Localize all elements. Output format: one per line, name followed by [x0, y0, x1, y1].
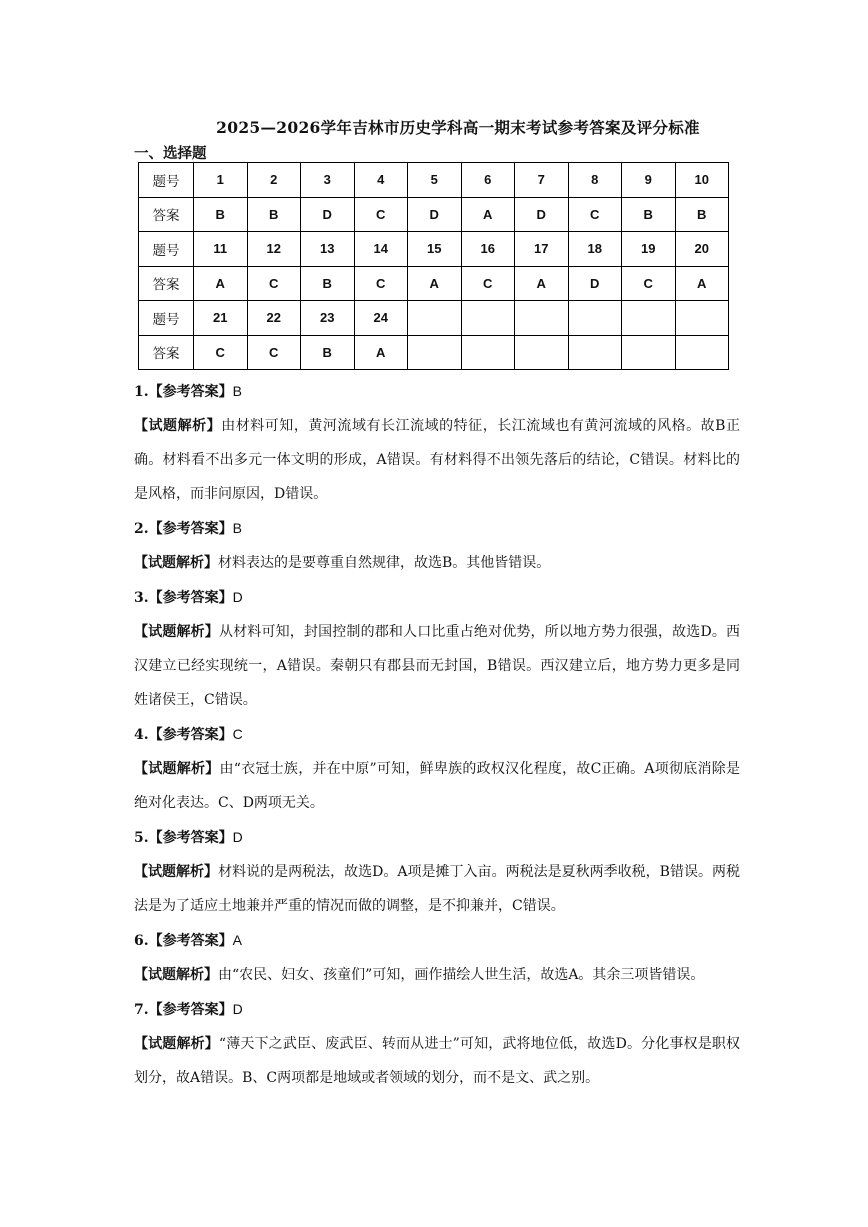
reference-answer [134, 580, 740, 615]
answer-cell: B [675, 197, 729, 232]
row-header-cell: 答案 [139, 197, 194, 232]
analysis-label: 【试题解析】 [134, 967, 218, 983]
question-number-cell [408, 301, 462, 336]
number-row [139, 232, 729, 267]
analysis-paragraph [134, 855, 740, 923]
question-number-cell: 18 [568, 232, 622, 267]
answer-row [139, 266, 729, 301]
answer-cell: D [568, 266, 622, 301]
answer-cell: A [461, 197, 515, 232]
answer-table [138, 162, 729, 370]
reference-answer-value: C [232, 726, 243, 742]
answer-cell: C [247, 335, 301, 370]
question-number-cell [515, 301, 569, 336]
question-number-cell: 23 [301, 301, 355, 336]
question-number-cell: 5 [408, 163, 462, 198]
reference-answer-value: D [232, 829, 243, 845]
analysis-text: 由“农民、妇女、孩童们”可知，画作描绘人世生活，故选A。其余三项皆错误。 [218, 967, 705, 983]
reference-answer-value: B [232, 520, 242, 536]
reference-answer-value: B [232, 383, 242, 399]
answer-row [139, 197, 729, 232]
row-header-cell: 答案 [139, 335, 194, 370]
analysis-body [134, 374, 740, 1095]
reference-answer-value: D [232, 1001, 243, 1017]
analysis-paragraph [134, 409, 740, 511]
answer-cell [408, 335, 462, 370]
answer-cell: A [515, 266, 569, 301]
reference-answer-label: 4.【参考答案】 [134, 727, 233, 743]
answer-cell: A [408, 266, 462, 301]
question-number-cell: 2 [247, 163, 301, 198]
question-number-cell: 9 [622, 163, 676, 198]
answer-cell [568, 335, 622, 370]
question-number-cell: 6 [461, 163, 515, 198]
question-number-cell: 13 [301, 232, 355, 267]
question-number-cell: 21 [194, 301, 248, 336]
question-number-cell: 17 [515, 232, 569, 267]
answer-cell: A [675, 266, 729, 301]
answer-cell: C [354, 266, 408, 301]
answer-cell: C [194, 335, 248, 370]
row-header-cell: 题号 [139, 163, 194, 198]
answer-cell [675, 335, 729, 370]
analysis-label: 【试题解析】 [134, 1036, 219, 1052]
row-header-cell: 答案 [139, 266, 194, 301]
answer-cell: C [354, 197, 408, 232]
reference-answer [134, 820, 740, 855]
question-number-cell [675, 301, 729, 336]
reference-answer-label: 6.【参考答案】 [134, 933, 233, 949]
answer-cell: C [247, 266, 301, 301]
answer-cell [515, 335, 569, 370]
analysis-paragraph [134, 1027, 740, 1095]
answer-cell: B [247, 197, 301, 232]
reference-answer [134, 717, 740, 752]
question-number-cell: 16 [461, 232, 515, 267]
question-number-cell: 22 [247, 301, 301, 336]
question-number-cell: 3 [301, 163, 355, 198]
analysis-label: 【试题解析】 [134, 418, 222, 434]
reference-answer [134, 992, 740, 1027]
question-number-cell: 12 [247, 232, 301, 267]
analysis-paragraph [134, 615, 740, 717]
analysis-label: 【试题解析】 [134, 864, 219, 880]
row-header-cell: 题号 [139, 232, 194, 267]
answer-cell: C [622, 266, 676, 301]
answer-cell: B [194, 197, 248, 232]
question-number-cell: 19 [622, 232, 676, 267]
answer-row [139, 335, 729, 370]
question-number-cell: 1 [194, 163, 248, 198]
question-number-cell [568, 301, 622, 336]
answer-cell [622, 335, 676, 370]
question-number-cell: 10 [675, 163, 729, 198]
answer-cell: C [461, 266, 515, 301]
question-number-cell: 11 [194, 232, 248, 267]
answer-cell: B [622, 197, 676, 232]
analysis-text: 材料说的是两税法，故选D。A项是摊丁入亩。两税法是夏秋两季收税，B错误。两税法是为了适应土地兼并严重的情况而做的调整，是不抑兼并，C错误。 [134, 864, 741, 914]
question-number-cell: 20 [675, 232, 729, 267]
question-number-cell: 7 [515, 163, 569, 198]
analysis-text: 由材料可知，黄河流域有长江流域的特征，长江流域也有黄河流域的风格。故B正确。材料看不出多元一体文明的形成，A错误。有材料得不出领先落后的结论，C错误。材料比的是风格，而非问原因，D错误。 [134, 418, 741, 502]
question-number-cell: 4 [354, 163, 408, 198]
reference-answer [134, 374, 740, 409]
reference-answer-value: D [232, 589, 243, 605]
reference-answer-label: 5.【参考答案】 [134, 830, 233, 846]
page-title: 2025—2026学年吉林市历史学科高一期末考试参考答案及评分标准 [216, 118, 700, 137]
number-row [139, 301, 729, 336]
section-title: 一、选择题 [134, 145, 207, 162]
analysis-paragraph [134, 546, 740, 580]
analysis-paragraph [134, 958, 740, 992]
answer-cell: B [301, 266, 355, 301]
question-number-cell: 24 [354, 301, 408, 336]
reference-answer-label: 2.【参考答案】 [134, 521, 233, 537]
answer-cell: A [354, 335, 408, 370]
reference-answer-label: 1.【参考答案】 [134, 384, 233, 400]
reference-answer [134, 923, 740, 958]
number-row [139, 163, 729, 198]
analysis-label: 【试题解析】 [134, 555, 218, 571]
question-number-cell: 14 [354, 232, 408, 267]
answer-cell: A [194, 266, 248, 301]
analysis-text: 由“衣冠士族，并在中原”可知，鲜卑族的政权汉化程度，故C正确。A项彻底消除是绝对化表达。C、D两项无关。 [134, 761, 740, 811]
answer-cell: B [301, 335, 355, 370]
question-number-cell: 8 [568, 163, 622, 198]
analysis-label: 【试题解析】 [134, 761, 220, 777]
analysis-text: “薄天下之武臣、废武臣、转而从进士”可知，武将地位低，故选D。分化事权是职权划分，故A错误。B、C两项都是地域或者领域的划分，而不是文、武之别。 [134, 1036, 740, 1086]
answer-cell: D [301, 197, 355, 232]
reference-answer-value: A [232, 932, 242, 948]
answer-cell: D [515, 197, 569, 232]
answer-cell: C [568, 197, 622, 232]
question-number-cell [461, 301, 515, 336]
question-number-cell: 15 [408, 232, 462, 267]
answer-cell [461, 335, 515, 370]
reference-answer [134, 511, 740, 546]
answer-cell: D [408, 197, 462, 232]
question-number-cell [622, 301, 676, 336]
reference-answer-label: 3.【参考答案】 [134, 590, 233, 606]
row-header-cell: 题号 [139, 301, 194, 336]
analysis-paragraph [134, 752, 740, 820]
reference-answer-label: 7.【参考答案】 [134, 1002, 233, 1018]
analysis-label: 【试题解析】 [134, 624, 219, 640]
analysis-text: 从材料可知，封国控制的郡和人口比重占绝对优势，所以地方势力很强，故选D。西汉建立已经实现统一，A错误。秦朝只有郡县而无封国，B错误。西汉建立后，地方势力更多是同姓诸侯王，C错误。 [134, 624, 740, 708]
analysis-text: 材料表达的是要尊重自然规律，故选B。其他皆错误。 [218, 555, 551, 571]
